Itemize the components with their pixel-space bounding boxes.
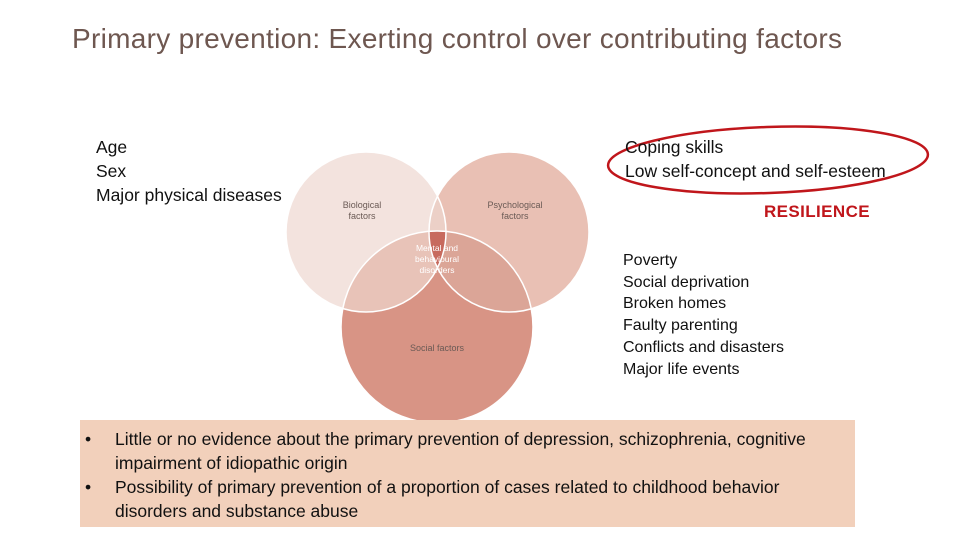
psychological-label-line2: factors <box>501 211 529 221</box>
note-item: • Little or no evidence about the primary prevention of depression, schizophrenia, cognitive impairment of idiopathic origin <box>112 427 835 475</box>
psychological-factor-list <box>625 135 886 183</box>
social-label: Social factors <box>409 343 465 353</box>
resilience-label: RESILIENCE <box>764 202 871 221</box>
social-factor-list <box>623 250 784 380</box>
factor-faulty-parenting: Faulty parenting <box>623 317 738 335</box>
biological-label-line1: Biological <box>342 200 382 210</box>
factor-poverty: Poverty <box>623 252 678 269</box>
slide-title: Primary prevention: Exerting control over contributing factors <box>72 23 843 54</box>
factor-social-deprivation: Social deprivation <box>623 273 750 291</box>
center-label-line1: Mental and <box>415 243 459 253</box>
factor-physical-diseases: Major physical diseases <box>96 185 282 205</box>
factor-broken-homes: Broken homes <box>623 295 727 313</box>
factor-sex: Sex <box>96 161 127 181</box>
notes-box <box>80 420 855 527</box>
note-item: • Possibility of primary prevention of a proportion of cases related to childhood behavior disorders and substance abuse <box>112 475 835 523</box>
factor-life-events: Major life events <box>623 360 740 378</box>
factor-coping-skills: Coping skills <box>625 137 724 157</box>
center-label-line3: disorders <box>419 265 455 275</box>
factor-age: Age <box>96 137 128 157</box>
psychological-label-line1: Psychological <box>487 200 543 210</box>
factor-conflicts-disasters: Conflicts and disasters <box>623 338 784 356</box>
center-label-line2: behavioural <box>415 254 459 264</box>
factor-self-concept: Low self-concept and self-esteem <box>625 161 886 181</box>
biological-label-line2: factors <box>348 211 376 221</box>
